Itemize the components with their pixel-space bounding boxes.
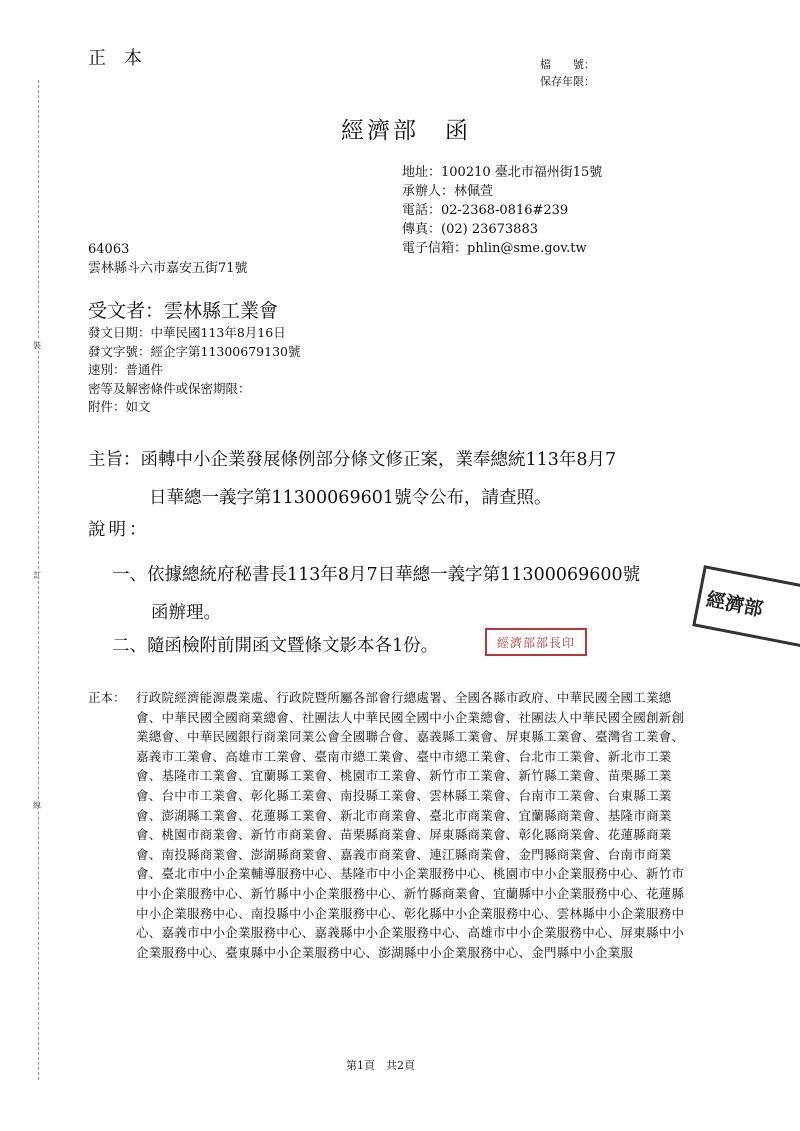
file-info bbox=[540, 56, 595, 90]
subject-label: 主旨： bbox=[88, 450, 141, 470]
document-meta bbox=[88, 324, 300, 417]
original-copy-label: 正本 bbox=[88, 48, 160, 69]
document-number: 發文字號：經企字第11300679130號 bbox=[88, 343, 301, 359]
sender-info bbox=[402, 163, 602, 258]
receiver: 受文者：雲林縣工業會 bbox=[88, 300, 279, 322]
attachment: 附件：如文 bbox=[88, 399, 151, 414]
sender-phone: 電話：02-2368-0816#239 bbox=[402, 203, 569, 218]
description-item-1 bbox=[112, 556, 640, 632]
binding-mark-2: 訂 bbox=[33, 571, 41, 580]
sender-address: 地址：100210 臺北市福州街15號 bbox=[402, 165, 603, 180]
description-label: 說明： bbox=[88, 520, 150, 540]
recipient-street: 雲林縣斗六市嘉安五街71號 bbox=[88, 261, 248, 276]
subject bbox=[88, 441, 616, 517]
page-number: 第1頁 共2頁 bbox=[346, 1059, 415, 1072]
sender-email: 電子信箱：phlin@sme.gov.tw bbox=[402, 241, 587, 256]
copies-label: 正本： bbox=[88, 690, 126, 705]
minister-seal: 經濟部部長印 bbox=[485, 628, 587, 656]
binding-mark-3: 線 bbox=[33, 801, 41, 810]
description-item-1-line-1: 一、依據總統府秘書長113年8月7日華總一義字第11300069600號 bbox=[112, 565, 641, 585]
ministry-seal: 經濟部 bbox=[692, 565, 800, 649]
file-number-label: 檔 號： bbox=[540, 58, 595, 71]
description-item-1-line-2: 函辦理。 bbox=[151, 603, 221, 623]
recipient-address bbox=[88, 240, 248, 278]
description-item-2: 二、隨函檢附前開函文暨條文影本各1份。 bbox=[112, 636, 439, 656]
retention-period-label: 保存年限： bbox=[540, 75, 595, 88]
sender-contact: 承辦人：林佩萱 bbox=[402, 184, 494, 199]
delivery-speed: 速別：普通件 bbox=[88, 362, 164, 377]
sender-fax: 傳真：(02) 23673883 bbox=[402, 222, 538, 237]
subject-line-1: 函轉中小企業發展條例部分條文修正案，業奉總統113年8月7 bbox=[140, 450, 617, 470]
binding-mark-1: 裝 bbox=[33, 341, 41, 350]
recipient-postcode: 64063 bbox=[88, 242, 130, 257]
document-title: 經濟部 函 bbox=[341, 118, 471, 144]
issue-date: 發文日期：中華民國113年8月16日 bbox=[88, 325, 286, 340]
secrecy-level: 密等及解密條件或保密期限： bbox=[88, 380, 251, 396]
subject-line-2: 日華總一義字第11300069601號令公布，請查照。 bbox=[149, 488, 552, 508]
copies-text: 行政院經濟能源農業處、行政院暨所屬各部會行總處署、全國各縣市政府、中華民國全國工業總會、中華民國全國商業總會、社團法人中華民國全國中小企業總會、社團法人中華民國全國創新創業總會、中華民國銀行商業同業公會全國聯合會、嘉義縣工業會、屏東縣工業會、臺灣省工業會、嘉義市工業會、高雄市工業會、臺南市總工業會、臺中市總工業會、台北市工業會、新北市工業會、基隆市工業會、宜蘭縣工業會、桃園市工業會、新竹市工業會、新竹縣工業會、苗栗縣工業會、台中市工業會、彰化縣工業會、南投縣工業會、雲林縣工業會、台南市工業會、台東縣工業會、澎湖縣工業會、花蓮縣工業會、新北市商業會、臺北市商業會、宜蘭縣商業會、基隆市商業會、桃園市商業會、新竹市商業會、苗栗縣商業會、屏東縣商業會、彰化縣商業會、花蓮縣商業會、南投縣商業會、澎湖縣商業會、嘉義市商業會、連江縣商業會、金門縣商業會、台南市商業會、臺北市中小企業輔導服務中心、基隆市中小企業服務中心、桃園市中小企業服務中心、新竹市中小企業服務中心、新竹縣中小企業服務中心、新竹縣商業會、宜蘭縣中小企業服務中心、花蓮縣中小企業服務中心、南投縣中小企業服務中心、彰化縣中小企業服務中心、雲林縣中小企業服務中心、嘉義市中小企業服務中心、嘉義縣中小企業服務中心、高雄市中小企業服務中心、屏東縣中小企業服務中心、臺東縣中小企業服務中心、澎湖縣中小企業服務中心、金門縣中小企業服 bbox=[136, 690, 685, 960]
